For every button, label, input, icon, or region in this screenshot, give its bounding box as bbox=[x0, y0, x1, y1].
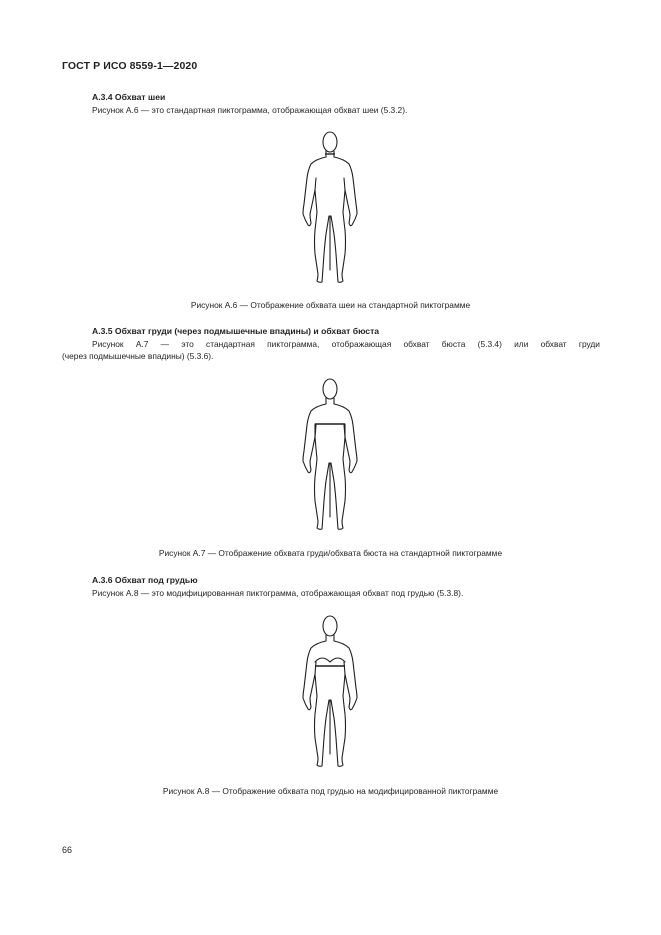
figure-a6 bbox=[0, 130, 661, 286]
figure-a8 bbox=[0, 614, 661, 770]
human-figure-underbust-girth-icon bbox=[300, 614, 362, 770]
section-heading-chest-girth: А.3.5 Обхват груди (через подмышечные впадины) и обхват бюста bbox=[92, 326, 380, 336]
figure-caption-a8: Рисунок А.8 — Отображение обхвата под грудью на модифицированной пиктограмме bbox=[162, 786, 499, 796]
section-heading-underbust-girth: А.3.6 Обхват под грудью bbox=[92, 575, 198, 585]
section-paragraph-underbust-girth: Рисунок А.8 — это модифицированная пиктограмма, отображающая обхват под грудью (5.3.8). bbox=[92, 588, 464, 598]
page-number: 66 bbox=[62, 845, 73, 855]
section-paragraph-chest-girth-line2: (через подмышечные впадины) (5.3.6). bbox=[62, 351, 214, 361]
figure-caption-a7: Рисунок А.7 — Отображение обхвата груди/обхвата бюста на стандартной пиктограмме bbox=[158, 548, 503, 558]
document-code: ГОСТ Р ИСО 8559-1—2020 bbox=[62, 60, 198, 72]
figure-caption-a6: Рисунок А.6 — Отображение обхвата шеи на стандартной пиктограмме bbox=[190, 300, 471, 310]
section-paragraph-neck-girth: Рисунок А.6 — это стандартная пиктограмма, отображающая обхват шеи (5.3.2). bbox=[92, 105, 408, 115]
human-figure-chest-girth-icon bbox=[300, 377, 362, 533]
figure-a7 bbox=[0, 377, 661, 533]
human-figure-neck-girth-icon bbox=[300, 130, 362, 286]
section-heading-neck-girth: А.3.4 Обхват шеи bbox=[92, 92, 166, 102]
section-paragraph-chest-girth-line1: Рисунок А.7 — это стандартная пиктограмма, отображающая обхват бюста (5.3.4) или обхват груди bbox=[92, 339, 600, 349]
